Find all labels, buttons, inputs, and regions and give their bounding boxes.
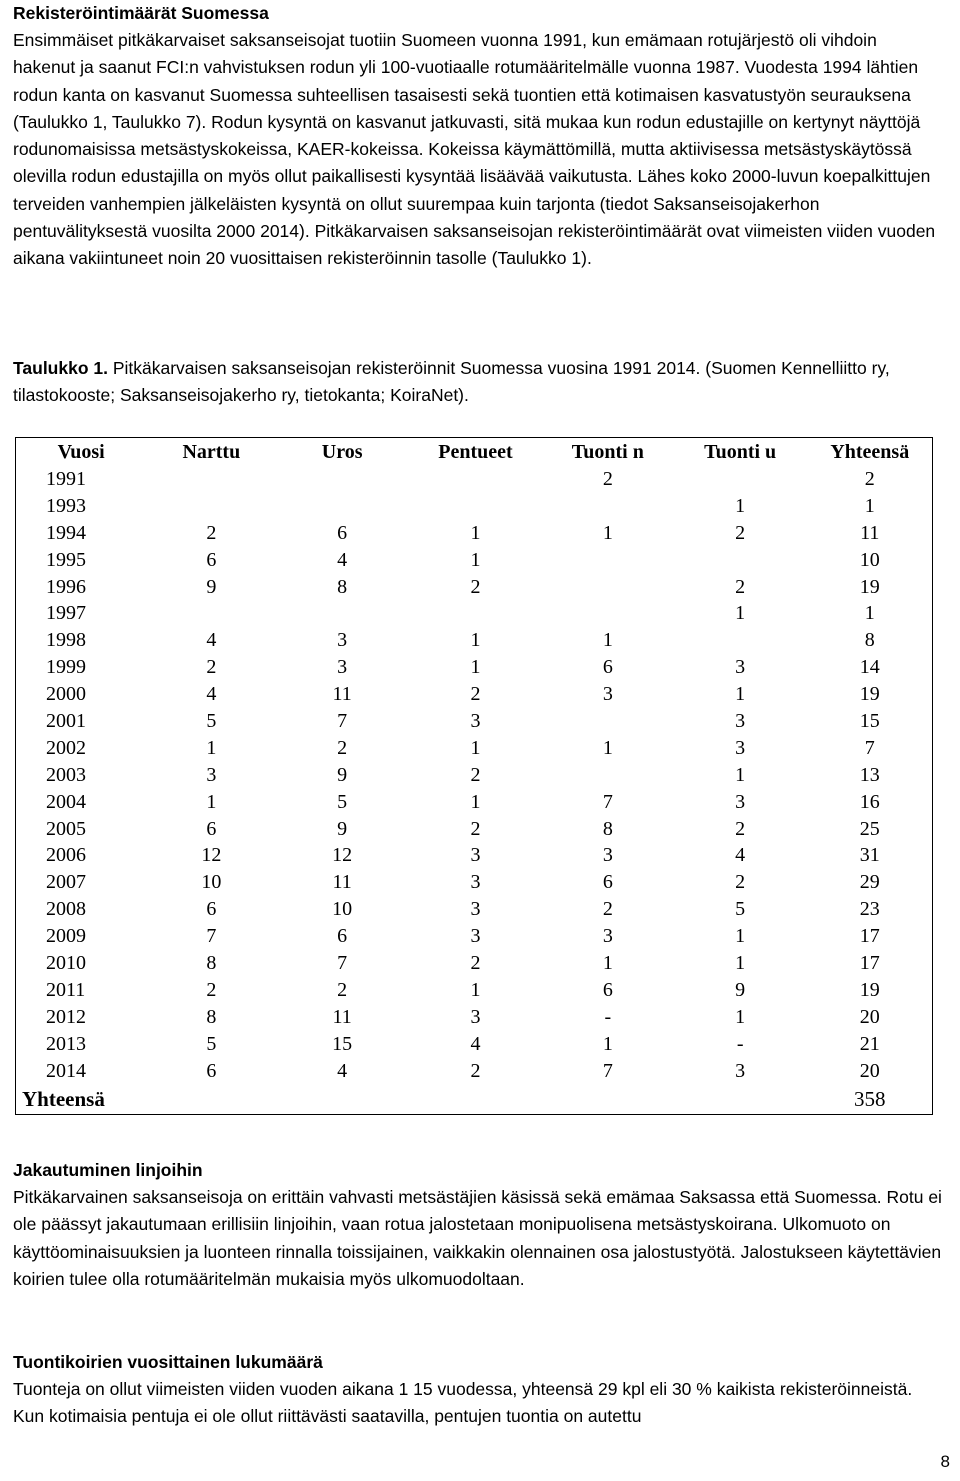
header-female: Narttu <box>182 440 241 463</box>
table-cell: 3 <box>735 656 746 679</box>
table-row <box>16 869 933 896</box>
table-cell-year: 1996 <box>46 575 86 598</box>
table-cell: 3 <box>337 656 348 679</box>
table-cell: 8 <box>602 817 613 840</box>
table-row <box>16 896 933 923</box>
table-cell: 17 <box>859 951 880 974</box>
table-cell: 15 <box>859 709 880 732</box>
table-cell: 17 <box>859 925 880 948</box>
table-cell: 1 <box>735 763 746 786</box>
table-cell: 2 <box>864 467 875 490</box>
table-cell: 3 <box>470 709 481 732</box>
table-cell-year: 2000 <box>46 683 86 706</box>
table-cell: 9 <box>735 978 746 1001</box>
table-cell: 11 <box>860 521 880 544</box>
table-cell: 1 <box>470 656 481 679</box>
table-cell <box>543 547 673 574</box>
table-cell: 2 <box>735 521 746 544</box>
table-cell: 5 <box>735 898 746 921</box>
table-cell-year: 2007 <box>46 871 86 894</box>
table-cell: 6 <box>206 1059 217 1082</box>
table-row <box>16 816 933 843</box>
table-cell-year: 2008 <box>46 898 86 921</box>
table-cell <box>146 466 276 493</box>
table-cell: 9 <box>337 817 348 840</box>
table-cell-year: 1998 <box>46 629 86 652</box>
table-row <box>16 735 933 762</box>
table-cell: 1 <box>735 494 746 517</box>
table-cell: 1 <box>602 629 613 652</box>
header-male: Uros <box>321 440 363 463</box>
table-cell: 2 <box>206 978 217 1001</box>
table-cell: 1 <box>735 683 746 706</box>
table-cell: 13 <box>859 763 880 786</box>
table-cell: 3 <box>470 844 481 867</box>
table-cell: 4 <box>206 629 217 652</box>
table-row <box>16 493 933 520</box>
table-cell: 3 <box>602 683 613 706</box>
table-cell-year: 2013 <box>46 1032 86 1055</box>
table-cell <box>543 600 673 627</box>
table-cell <box>408 493 543 520</box>
table-cell: 19 <box>859 575 880 598</box>
table-caption-text: Pitkäkarvaisen saksanseisojan rekisteröinnit Suomessa vuosina 1991 2014. (Suomen Kennelliitto ry, tilastokooste; Saksanseisojakerho ry, tietokanta; KoiraNet). <box>13 358 890 405</box>
table-cell-year: 2010 <box>46 951 86 974</box>
header-year: Vuosi <box>57 440 105 463</box>
table-cell: 2 <box>602 898 613 921</box>
table-cell: 2 <box>470 817 481 840</box>
table-cell: 7 <box>337 709 348 732</box>
table-caption-label: Taulukko 1. <box>13 358 108 378</box>
table-cell: 1 <box>470 736 481 759</box>
table-row <box>16 466 933 493</box>
section-heading-registrations: Rekisteröintimäärät Suomessa <box>13 3 269 23</box>
table-row <box>16 923 933 950</box>
table-row <box>16 762 933 789</box>
table-cell-year: 2012 <box>46 1005 86 1028</box>
table-cell: 1 <box>470 521 481 544</box>
table-cell <box>673 627 808 654</box>
table-total-row <box>16 1084 933 1115</box>
header-total: Yhteensä <box>830 440 910 463</box>
table-cell: 1 <box>602 736 613 759</box>
table-cell: 2 <box>470 951 481 974</box>
table-cell: 14 <box>859 656 880 679</box>
table-cell: 1 <box>602 951 613 974</box>
table-row <box>16 547 933 574</box>
table-cell: 11 <box>332 1005 352 1028</box>
table-cell: 4 <box>337 1059 348 1082</box>
table-cell: 2 <box>470 763 481 786</box>
table-cell: 3 <box>735 790 746 813</box>
table-cell: 3 <box>470 925 481 948</box>
table-cell: 2 <box>602 467 613 490</box>
table-cell: 1 <box>206 736 217 759</box>
table-cell: 3 <box>602 844 613 867</box>
table-cell-year: 1997 <box>46 602 86 625</box>
table-cell: 3 <box>206 763 217 786</box>
table-cell: 3 <box>337 629 348 652</box>
table-cell: 4 <box>735 844 746 867</box>
table-cell-year: 2001 <box>46 709 86 732</box>
table-cell: 31 <box>859 844 880 867</box>
table-cell: 21 <box>859 1032 880 1055</box>
table-cell <box>673 547 808 574</box>
table-cell: 1 <box>864 494 875 517</box>
table-cell: 10 <box>201 871 222 894</box>
table-cell-year: 1993 <box>46 494 86 517</box>
table-cell: 3 <box>602 925 613 948</box>
table-cell: 7 <box>206 925 217 948</box>
table-cell <box>408 600 543 627</box>
table-cell <box>543 574 673 601</box>
table-cell: 6 <box>602 656 613 679</box>
table-cell <box>146 600 276 627</box>
table-cell-year: 2002 <box>46 736 86 759</box>
table-row <box>16 627 933 654</box>
table-cell: 19 <box>859 683 880 706</box>
table-row <box>16 950 933 977</box>
total-label: Yhteensä <box>22 1086 105 1111</box>
table-cell: 3 <box>735 736 746 759</box>
table-cell: 3 <box>735 709 746 732</box>
table-cell: 1 <box>470 790 481 813</box>
table-cell: 2 <box>206 521 217 544</box>
table-cell: 15 <box>332 1032 353 1055</box>
table-cell: 10 <box>332 898 353 921</box>
table-row <box>16 520 933 547</box>
table-cell-year: 2005 <box>46 817 86 840</box>
table-cell: 7 <box>602 790 613 813</box>
table-cell: 6 <box>337 925 348 948</box>
table-cell: 23 <box>859 898 880 921</box>
table-cell: - <box>736 1032 744 1055</box>
table-cell: 1 <box>470 629 481 652</box>
table-row <box>16 600 933 627</box>
table-cell: 6 <box>206 898 217 921</box>
imports-paragraph: Tuonteja on ollut viimeisten viiden vuoden aikana 1 15 vuodessa, yhteensä 29 kpl eli 30 % kaikista rekisteröinneistä. Kun kotimaisia pentuja ei ole ollut riittävästi saatavilla, pentujen tuontia on autettu <box>13 1379 913 1427</box>
table-row <box>16 654 933 681</box>
table-row <box>16 1031 933 1058</box>
table-cell-year: 2003 <box>46 763 86 786</box>
table-cell: 7 <box>864 736 875 759</box>
header-litters: Pentueet <box>438 440 513 463</box>
table-cell: 6 <box>206 817 217 840</box>
table-cell: 8 <box>337 575 348 598</box>
table-cell <box>543 493 673 520</box>
table-cell: 6 <box>602 978 613 1001</box>
table-cell: 1 <box>735 1005 746 1028</box>
registrations-table <box>15 437 933 1115</box>
table-cell-year: 1991 <box>46 467 86 490</box>
table-cell: 1 <box>470 548 481 571</box>
table-cell: 9 <box>206 575 217 598</box>
registrations-paragraph: Ensimmäiset pitkäkarvaiset saksanseisojat tuotiin Suomeen vuonna 1991, kun emämaan rotujärjestö oli vihdoin hakenut ja saanut FCI:n vahvistuksen rodun yli 100-vuotiaalle rotumääritelmälle vuonna 1987. Vuodesta 1994 lähtien rodun kanta on kasvanut Suomessa suhteellisen tasaisesti sekä tuontien että kotimaisen kasvatustyön seurauksena (Taulukko 1, Taulukko 7). Rodun kysyntä on kasvanut jatkuvasti, sitä mukaa kun rodun edustajille on kertynyt näyttöjä rodunomaisissa metsästyskokeissa, KAER-kokeissa. Kokeissa käymättömillä, mutta aktiivisessa metsästyskäytössä olevilla rodun edustajilla on myös ollut paikallisesti kysyntää lisäävää vaikutusta. Lähes koko 2000-luvun koepalkittujen terveiden vanhempien jälkeläisten kysyntä on ollut suurempaa kuin tarjonta (tiedot Saksanseisojakerhon pentuvälityksestä vuosilta 2000 2014). Pitkäkarvaisen saksanseisojan rekisteröintimäärät ovat viimeisten viiden vuoden aikana vakiintuneet noin 20 vuosittaisen rekisteröinnin tasolle (Taulukko 1). <box>13 30 936 269</box>
table-cell: 2 <box>470 683 481 706</box>
table-cell <box>543 762 673 789</box>
table-cell: 11 <box>332 683 352 706</box>
table-cell: 2 <box>735 871 746 894</box>
table-cell: 6 <box>602 871 613 894</box>
table-cell: 5 <box>206 1032 217 1055</box>
table-cell: 2 <box>735 575 746 598</box>
header-import-female: Tuonti n <box>571 440 644 463</box>
table-cell: 1 <box>735 925 746 948</box>
table-row <box>16 789 933 816</box>
table-row <box>16 708 933 735</box>
table-cell: 1 <box>602 521 613 544</box>
table-cell: 12 <box>332 844 353 867</box>
table-cell: 2 <box>470 575 481 598</box>
section-heading-imports: Tuontikoirien vuosittainen lukumäärä <box>13 1352 323 1372</box>
table-row <box>16 977 933 1004</box>
table-cell-year: 2006 <box>46 844 86 867</box>
table-cell: 2 <box>337 736 348 759</box>
table-cell-year: 2011 <box>46 978 86 1001</box>
table-cell <box>543 708 673 735</box>
table-cell <box>146 493 276 520</box>
table-cell: 20 <box>859 1059 880 1082</box>
table-cell: 5 <box>206 709 217 732</box>
section-heading-lines: Jakautuminen linjoihin <box>13 1160 203 1180</box>
table-cell: 8 <box>206 951 217 974</box>
table-cell: 3 <box>735 1059 746 1082</box>
table-cell: - <box>604 1005 612 1028</box>
table-cell: 1 <box>735 951 746 974</box>
table-cell: 20 <box>859 1005 880 1028</box>
table-cell: 1 <box>864 602 875 625</box>
table-cell: 8 <box>206 1005 217 1028</box>
table-cell: 3 <box>470 1005 481 1028</box>
table-cell: 4 <box>337 548 348 571</box>
table-cell <box>276 493 408 520</box>
total-value: 358 <box>854 1086 886 1111</box>
table-cell: 6 <box>337 521 348 544</box>
table-cell <box>276 600 408 627</box>
table-cell-year: 1995 <box>46 548 86 571</box>
lines-paragraph: Pitkäkarvainen saksanseisoja on erittäin vahvasti metsästäjien käsissä sekä emämaa Saksassa että Suomessa. Rotu ei ole päässyt jakautumaan erillisiin linjoihin, vaan rotua jalostetaan monipuolisena metsästyskoirana. Ulkomuoto on käyttöominaisuuksien ja luonteen rinnalla toissijainen, vaikkakin olennainen osa jalostustyötä. Jalostukseen käytettävien koirien tulee olla rotumääritelmän mukaisia myös ulkomuodoltaan. <box>13 1187 942 1289</box>
table-cell <box>408 466 543 493</box>
table-cell: 11 <box>332 871 352 894</box>
table-row <box>16 1004 933 1031</box>
table-cell <box>276 466 408 493</box>
table-cell-year: 1999 <box>46 656 86 679</box>
table-cell: 12 <box>201 844 222 867</box>
table-cell: 5 <box>337 790 348 813</box>
table-cell-year: 2014 <box>46 1059 86 1082</box>
table-cell: 16 <box>859 790 880 813</box>
table-cell: 25 <box>859 817 880 840</box>
table-cell: 29 <box>859 871 880 894</box>
table-cell: 6 <box>206 548 217 571</box>
header-import-male: Tuonti u <box>704 440 777 463</box>
table-cell: 3 <box>470 898 481 921</box>
table-cell: 2 <box>337 978 348 1001</box>
table-header-row <box>16 438 933 467</box>
page-number: 8 <box>940 1452 950 1471</box>
table-cell: 2 <box>735 817 746 840</box>
table-cell: 7 <box>602 1059 613 1082</box>
table-cell: 2 <box>206 656 217 679</box>
table-cell: 8 <box>864 629 875 652</box>
table-cell-year: 1994 <box>46 521 86 544</box>
table-cell: 19 <box>859 978 880 1001</box>
table-cell: 7 <box>337 951 348 974</box>
table-cell: 4 <box>206 683 217 706</box>
table-caption <box>13 355 943 409</box>
table-row <box>16 1058 933 1085</box>
table-row <box>16 842 933 869</box>
table-cell: 2 <box>470 1059 481 1082</box>
table-cell: 1 <box>602 1032 613 1055</box>
table-cell <box>673 466 808 493</box>
table-cell-year: 2009 <box>46 925 86 948</box>
table-cell-year: 2004 <box>46 790 86 813</box>
table-cell: 1 <box>470 978 481 1001</box>
table-cell: 3 <box>470 871 481 894</box>
table-row <box>16 681 933 708</box>
table-cell: 1 <box>206 790 217 813</box>
table-row <box>16 574 933 601</box>
table-cell: 1 <box>735 602 746 625</box>
table-cell: 4 <box>470 1032 481 1055</box>
table-cell: 9 <box>337 763 348 786</box>
table-cell: 10 <box>859 548 880 571</box>
